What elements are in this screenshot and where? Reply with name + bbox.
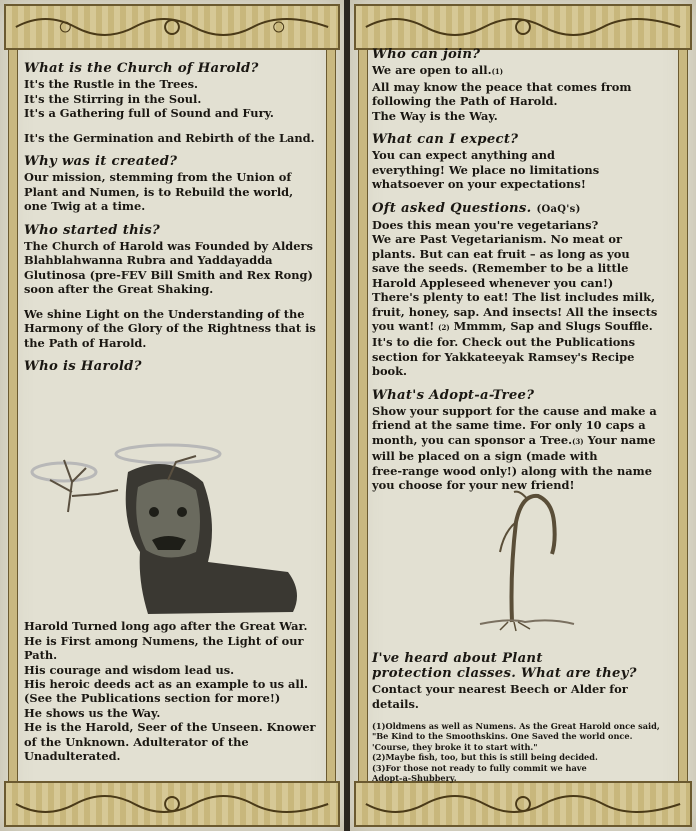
right-content: [372, 48, 684, 783]
heading-what-is: What is the Church of Harold?: [24, 61, 259, 76]
text-who-started: The Church of Harold was Founded by Alders Blahblahwanna Rubra and Yaddayadda Glutinosa (pre-FEV Bill Smith and Rex Rong) soon after the Great Shaking.: [24, 239, 313, 297]
text-open-to-all: We are open to all.: [372, 63, 492, 78]
heading-oaq: [372, 202, 684, 217]
text-oaq: [372, 218, 684, 378]
text-germination: It's the Germination and Rebirth of the Land.: [24, 130, 315, 145]
ornate-border-bottom: [354, 781, 692, 827]
text-adopt-part2: Your name will be placed on a sign (made with free-range wood only!) along with the name you choose for your new friend!: [372, 432, 656, 492]
heading-adopt-a-tree: What's Adopt-a-Tree?: [372, 387, 535, 403]
ornate-border-top: [354, 4, 692, 50]
heading-who-can-join: Who can join?: [372, 47, 481, 62]
ornate-border-left: [8, 50, 18, 781]
footnote-ref-1: (1): [491, 67, 504, 77]
ornate-border-left: [358, 50, 368, 781]
tree-illustration: [470, 482, 580, 632]
left-content: [24, 62, 332, 773]
text-adopt-a-tree: [372, 404, 684, 492]
text-who-can-join: [372, 63, 684, 123]
text-path-of-harold: All may know the peace that comes from following the Path of Harold. The Way is the Way.: [372, 79, 632, 123]
text-why-created: Our mission, stemming from the Union of Plant and Numen, is to Rebuild the world, one Twig at a time.: [24, 170, 294, 214]
text-what-is: It's the Rustle in the Trees. It's the Stirring in the Soul. It's a Gathering full of Sound and Fury.: [24, 77, 274, 121]
text-what-expect: You can expect anything and everything! We place no limitations whatsoever on your expectations!: [372, 148, 600, 192]
heading-who-started: Who started this?: [24, 222, 161, 238]
footnotes: (1)Oldmens as well as Numens. As the Great Harold once said, "Be Kind to the Smoothskins. One Saved the world once. 'Course, they broke it to start with." (2)Maybe fish, too, but this is still being decided. (3)For those not ready to fully commit we have Adopt-a-Shubbery.: [372, 721, 660, 784]
text-shine-light: We shine Light on the Understanding of the Harmony of the Glory of the Rightness that is the Path of Harold.: [24, 306, 316, 350]
heading-who-is-harold: Who is Harold?: [24, 358, 142, 374]
text-oaq-part1: Does this mean you're vegetarians? We are Past Vegetarianism. No meat or plants. But can eat fruit – as long as you save the seeds. (Remember to be a little Harold Appleseed whenever you can!) There's plenty to eat! The list includes milk, fruit, honey, sap. And insects! All the insects you want!: [372, 218, 658, 333]
text-oaq-part2: Mmmm, Sap and Slugs Souffle. It's to die for. Check out the Publications section for Yakkateeyak Ramsey's Recipe book.: [372, 318, 653, 379]
ornate-border-top: [4, 4, 340, 50]
left-page: [0, 0, 344, 831]
footnote-ref-2: (2): [438, 322, 450, 332]
text-plant-protection: Contact your nearest Beech or Alder for details.: [372, 682, 628, 711]
harold-illustration: [28, 432, 298, 622]
text-adopt-part1: Show your support for the cause and make a friend at the same time. For only 10 caps a month, you can sponsor a Tree.: [372, 403, 657, 447]
footnote-ref-3: (3): [572, 436, 584, 446]
right-page: [350, 0, 696, 831]
heading-oaq-tag: (OaQ's): [536, 203, 581, 215]
heading-oaq-title: Oft asked Questions.: [372, 200, 532, 216]
text-who-is-harold: Harold Turned long ago after the Great War. He is First among Numens, the Light of our Path. His courage and wisdom lead us. His heroic deeds act as an example to us all. (See the Publications section for more!) He shows us the Way. He is the Harold, Seer of the Unseen. Knower of the Unknown. Adulterator of the Unadulterated.: [24, 619, 316, 763]
heading-plant-protection: I've heard about Plant protection classes. What are they?: [372, 651, 637, 681]
heading-what-expect: What can I expect?: [372, 132, 519, 148]
ornate-border-bottom: [4, 781, 340, 827]
heading-why-created: Why was it created?: [24, 154, 178, 170]
